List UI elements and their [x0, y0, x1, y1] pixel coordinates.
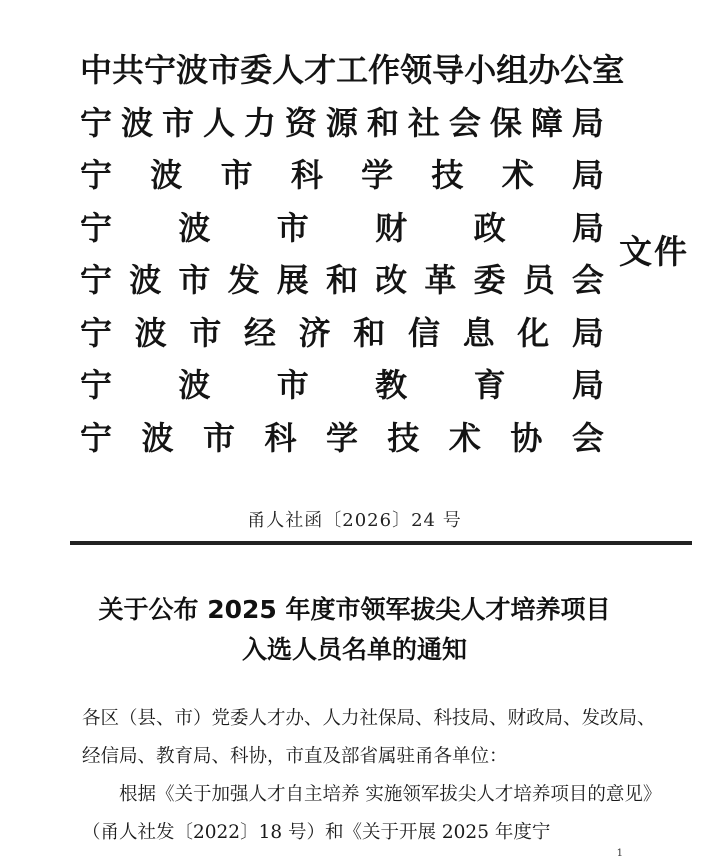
- org-char: 学: [325, 418, 358, 457]
- org-char: 局: [571, 156, 604, 195]
- title-line-2: 入选人员名单的通知: [241, 635, 467, 664]
- org-line: [80, 412, 604, 465]
- org-char: 局: [571, 366, 604, 405]
- org-char: 波: [178, 366, 211, 405]
- header-divider: [70, 541, 692, 545]
- org-char: 办: [528, 51, 561, 90]
- org-char: 人: [202, 103, 235, 142]
- org-char: 中: [80, 51, 113, 90]
- org-char: 障: [530, 103, 563, 142]
- org-char: 社: [407, 103, 440, 142]
- org-char: 和: [366, 103, 399, 142]
- org-char: 市: [208, 51, 241, 90]
- org-char: 展: [276, 261, 309, 300]
- org-char: 术: [501, 156, 534, 195]
- org-char: 局: [571, 103, 604, 142]
- org-char: 宁: [80, 156, 113, 195]
- org-char: 人: [272, 51, 305, 90]
- org-char: 政: [473, 208, 506, 247]
- title-line-1: 关于公布 2025 年度市领军拔尖人才培养项目: [98, 595, 611, 624]
- org-char: 市: [220, 156, 253, 195]
- org-char: 济: [298, 313, 331, 352]
- org-line: [80, 202, 604, 255]
- org-char: 共: [112, 51, 145, 90]
- org-char: 工: [336, 51, 369, 90]
- org-char: 市: [189, 313, 222, 352]
- org-char: 科: [264, 418, 297, 457]
- org-line: [80, 149, 604, 202]
- org-char: 和: [325, 261, 358, 300]
- org-char: 小: [464, 51, 497, 90]
- org-char: 导: [432, 51, 465, 90]
- body-paragraph: 根据《关于加强人才自主培养 实施领军拔尖人才培养项目的意见》（甬人社发〔2022〕18 号）和《关于开展 2025 年度宁: [82, 784, 662, 843]
- org-char: 经: [243, 313, 276, 352]
- org-char: 育: [473, 366, 506, 405]
- org-char: 改: [375, 261, 408, 300]
- org-char: 源: [325, 103, 358, 142]
- document-body: [82, 700, 662, 852]
- org-char: 局: [571, 313, 604, 352]
- org-char: 科: [290, 156, 323, 195]
- org-char: 会: [571, 418, 604, 457]
- org-char: 波: [150, 156, 183, 195]
- org-char: 财: [375, 208, 408, 247]
- org-char: 技: [387, 418, 420, 457]
- addressee: 各区（县、市）党委人才办、人力社保局、科技局、财政局、发改局、经信局、教育局、科协，市直及部省属驻甬各单位：: [82, 708, 656, 767]
- org-char: 市: [178, 261, 211, 300]
- org-char: 发: [227, 261, 260, 300]
- org-char: 波: [176, 51, 209, 90]
- org-char: 组: [496, 51, 529, 90]
- org-char: 宁: [80, 261, 113, 300]
- org-char: 市: [202, 418, 235, 457]
- org-char: 宁: [80, 366, 113, 405]
- org-char: 宁: [80, 103, 113, 142]
- org-char: 和: [353, 313, 386, 352]
- document-type-label: 文件: [619, 232, 689, 271]
- org-char: 学: [361, 156, 394, 195]
- org-char: 术: [448, 418, 481, 457]
- document-title: [0, 590, 709, 670]
- org-char: 市: [276, 366, 309, 405]
- org-char: 员: [522, 261, 555, 300]
- org-line: [80, 97, 604, 150]
- org-char: 委: [473, 261, 506, 300]
- org-char: 波: [178, 208, 211, 247]
- org-char: 局: [571, 208, 604, 247]
- org-char: 资: [284, 103, 317, 142]
- org-char: 波: [134, 313, 167, 352]
- org-char: 协: [510, 418, 543, 457]
- org-line: [80, 254, 604, 307]
- org-char: 息: [462, 313, 495, 352]
- org-char: 会: [448, 103, 481, 142]
- org-char: 化: [517, 313, 550, 352]
- org-char: 信: [407, 313, 440, 352]
- org-line: [80, 44, 625, 97]
- issuing-organizations: [80, 44, 625, 464]
- document-number: 甬人社函〔2026〕24 号: [247, 510, 462, 531]
- page-number: 1: [616, 848, 623, 859]
- org-char: 才: [304, 51, 337, 90]
- org-char: 会: [571, 261, 604, 300]
- org-char: 宁: [80, 313, 113, 352]
- org-char: 波: [141, 418, 174, 457]
- org-char: 公: [560, 51, 593, 90]
- org-char: 宁: [80, 208, 113, 247]
- org-char: 室: [592, 51, 625, 90]
- org-char: 市: [161, 103, 194, 142]
- org-char: 宁: [144, 51, 177, 90]
- org-char: 波: [120, 103, 153, 142]
- org-line: [80, 359, 604, 412]
- org-line: [80, 307, 604, 360]
- org-char: 教: [375, 366, 408, 405]
- org-char: 力: [243, 103, 276, 142]
- org-char: 作: [368, 51, 401, 90]
- org-char: 委: [240, 51, 273, 90]
- org-char: 保: [489, 103, 522, 142]
- org-char: 技: [431, 156, 464, 195]
- org-char: 领: [400, 51, 433, 90]
- org-char: 革: [424, 261, 457, 300]
- org-char: 波: [129, 261, 162, 300]
- org-char: 市: [276, 208, 309, 247]
- org-char: 宁: [80, 418, 113, 457]
